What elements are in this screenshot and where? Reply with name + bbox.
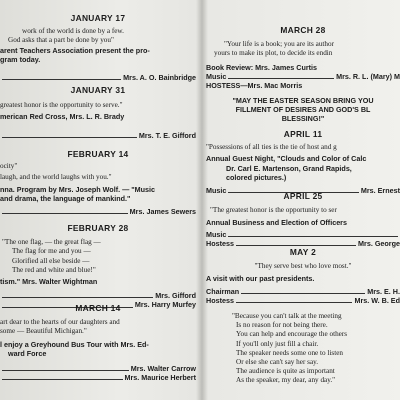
section-text: tism." Mrs. Walter Wightman xyxy=(0,277,98,287)
chairman-label: Chairman xyxy=(206,286,240,296)
section-text: "Possessions of all ties is the tie of host and g xyxy=(206,143,337,152)
section-text: gram today. xyxy=(0,54,41,64)
poem-line: "Because you can't talk at the meeting xyxy=(232,312,342,320)
section-text: yours to make its plot, to decide its endin xyxy=(214,49,333,58)
april-25-section xyxy=(206,192,400,248)
section-text: art dear to the hearts of our daughters and xyxy=(0,318,120,327)
section-text: laugh, and the world laughs with you." xyxy=(0,173,112,182)
hostess-label: Hostess xyxy=(206,295,234,305)
january-17-section xyxy=(0,14,196,82)
host-line xyxy=(0,73,196,82)
greeting-text: FILLMENT OF DESIRES AND GOD'S BL xyxy=(235,105,371,115)
section-text: Book Review: Mrs. James Curtis xyxy=(206,62,318,72)
section-heading: MAY 2 xyxy=(289,247,317,257)
host-line xyxy=(0,373,196,382)
chairman-name: Mrs. E. H. xyxy=(367,286,400,296)
section-text: "Your life is a book; you are its author xyxy=(224,40,335,49)
music-label: Music xyxy=(206,186,227,196)
music-line xyxy=(206,230,400,239)
section-text: work of the world is done by a few. xyxy=(22,27,124,36)
host-name: Mrs. James Sewers xyxy=(129,207,196,217)
section-text: Glorified all else beside — xyxy=(12,256,90,265)
music-name: Mrs. R. L. (Mary) M xyxy=(336,71,400,81)
poem-line: Or else she can't say her say. xyxy=(236,358,319,367)
section-heading: FEBRUARY 14 xyxy=(67,149,129,159)
section-text: "They serve best who love most." xyxy=(254,262,352,271)
march-14-section xyxy=(0,304,196,382)
section-heading: MARCH 14 xyxy=(75,303,121,313)
host-name: Mrs. Maurice Herbert xyxy=(124,373,196,383)
may-2-section xyxy=(206,248,400,305)
poem-line: If you'll only just fill a chair. xyxy=(236,339,319,348)
host-name: Mrs. A. O. Bainbridge xyxy=(123,73,196,83)
section-text: l enjoy a Greyhound Bus Tour with Mrs. Ed- xyxy=(0,339,149,349)
section-heading: JANUARY 31 xyxy=(70,85,126,95)
greeting-text: "MAY THE EASTER SEASON BRING YOU xyxy=(232,96,374,105)
hostess-text: HOSTESS—Mrs. Mac Morris xyxy=(206,81,303,91)
january-31-section xyxy=(0,86,196,140)
section-text: The flag for me and you — xyxy=(12,247,91,256)
section-text: some — Beautiful Michigan." xyxy=(0,327,87,336)
february-28-section xyxy=(0,224,196,310)
section-heading: JANUARY 17 xyxy=(70,13,126,23)
section-text: nna. Program by Mrs. Joseph Wolf. — "Music xyxy=(0,184,156,194)
right-page xyxy=(206,0,400,400)
march-28-section xyxy=(206,26,400,90)
host-line xyxy=(0,291,196,300)
section-quote: greatest honor is the opportunity to serve." xyxy=(0,101,123,110)
poem-line: The audience is quite as important xyxy=(236,367,335,376)
host-line xyxy=(0,364,196,373)
section-text: God asks that a part be done by you" xyxy=(8,36,114,45)
section-text: and drama, the language of mankind." xyxy=(0,193,131,203)
easter-greeting xyxy=(206,96,400,124)
music-line xyxy=(206,72,400,81)
hostess-label: Hostess xyxy=(206,238,234,248)
poem-line: You can help and encourage the others xyxy=(236,330,348,339)
section-text: ward Force xyxy=(8,348,47,358)
section-text: Annual Guest Night, "Clouds and Color of Calc xyxy=(206,154,367,164)
section-text: Annual Business and Election of Officers xyxy=(206,218,347,228)
section-text: "The one flag, — the great flag — xyxy=(2,238,101,247)
host-name: Mrs. Gifford xyxy=(155,291,196,301)
section-text: Dr. Carl E. Martenson, Grand Rapids, xyxy=(226,163,352,173)
section-heading: MARCH 28 xyxy=(280,25,326,35)
music-label: Music xyxy=(206,229,227,239)
section-heading: APRIL 25 xyxy=(283,191,323,201)
attendance-poem xyxy=(220,312,400,386)
music-label: Music xyxy=(206,71,227,81)
section-program: merican Red Cross, Mrs. L. R. Brady xyxy=(0,112,125,122)
section-heading: APRIL 11 xyxy=(283,129,323,139)
hostess-name: Mrs. W. B. Ed xyxy=(354,295,400,305)
host-line xyxy=(0,207,196,216)
host-line xyxy=(0,131,196,140)
april-11-section xyxy=(206,130,400,195)
section-text: The red and white and blue!" xyxy=(12,265,96,274)
section-heading: FEBRUARY 28 xyxy=(67,223,129,233)
hostess-line xyxy=(206,296,400,305)
host-name: Mrs. Walter Carrow xyxy=(130,364,196,374)
music-name: Mrs. Ernest xyxy=(360,186,400,196)
february-14-section xyxy=(0,150,196,216)
section-text: colored pictures.) xyxy=(226,172,287,182)
left-page xyxy=(0,0,196,400)
hostess-name: Mrs. George xyxy=(358,238,400,248)
section-text: A visit with our past presidents. xyxy=(206,274,315,284)
section-text: ocity" xyxy=(0,162,18,171)
section-text: arent Teachers Association present the pro- xyxy=(0,45,150,55)
host-name: Mrs. Harry Murfey xyxy=(134,300,196,310)
poem-line: The speaker needs some one to listen xyxy=(236,348,343,357)
host-name: Mrs. T. E. Gifford xyxy=(138,130,196,140)
section-text: "The greatest honor is the opportunity to ser xyxy=(210,206,337,215)
poem-line: As the speaker, my dear, any day." xyxy=(236,376,336,385)
poem-line: Is no reason for not being there. xyxy=(236,321,328,330)
chairman-line xyxy=(206,287,400,296)
greeting-text: BLESSING!" xyxy=(281,114,325,124)
